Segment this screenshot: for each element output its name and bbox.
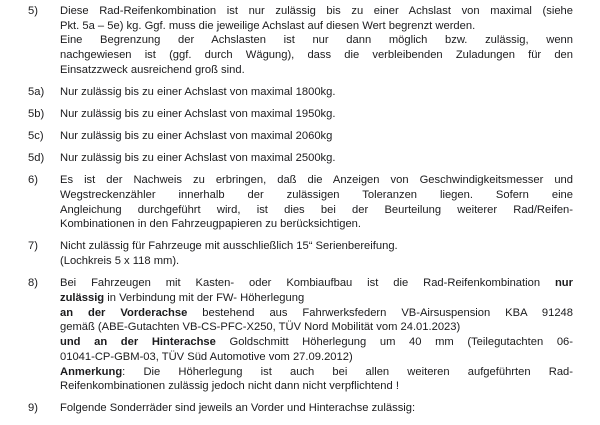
text-line [60,217,573,232]
text-run: Nur zulässig bis zu einer Achslast von maximal 1950kg. [60,108,336,120]
item-number: 5a) [28,85,45,98]
text-run: Anmerkung [60,365,123,378]
text-line [60,63,573,78]
text-line [60,401,573,416]
item-content [60,4,573,78]
text-run: in Verbindung mit der FW- Höherlegung [104,291,305,304]
list-item [28,129,573,144]
item-content [60,173,573,232]
text-run: Folgende Sonderräder sind jeweils an Vorder und Hinterachse zulässig: [60,402,416,415]
item-content [60,151,573,166]
text-run: : Die Höherlegung ist auch bei allen weiteren aufgeführten Rad- [122,365,573,378]
text-line [60,254,573,269]
text-line [60,203,573,218]
text-run: Einsatzzweck ausreichend groß sind. [60,63,245,76]
text-line [60,48,573,63]
list-item [28,276,573,394]
text-run: nur [554,277,573,290]
text-run: gemäß (ABE-Gutachten VB-CS-PFC-X250, TÜV Nord Mobilität vom 24.01.2023) [60,321,461,334]
text-run: Wegstreckenzähler innerhalb der zulässigen Toleranzen liegen. Sofern eine [60,188,573,201]
item-number: 6) [28,174,38,187]
item-content [60,107,573,122]
text-line [60,379,573,394]
text-line [60,335,573,350]
item-number: 9) [28,402,38,415]
text-line [60,129,573,144]
text-run: Reifenkombinationen zulässig jedoch nicht dann nicht verpflichtend ! [60,380,399,393]
item-content [60,401,573,416]
text-line [60,239,573,254]
item-content [60,239,573,268]
item-number: 5b) [28,108,45,120]
text-line [60,173,573,188]
item-content [60,129,573,144]
list-item [28,173,573,232]
text-line [60,85,573,100]
item-content [60,85,573,100]
text-line [60,276,573,291]
document-body [28,4,573,416]
text-run: Nur zulässig bis zu einer Achslast von maximal 2060kg [60,130,333,143]
text-run: Kombinationen in den Fahrzeugpapieren zu berücksichtigen. [60,218,362,231]
text-run: zulässig [60,291,105,304]
text-run: 01041-CP-GBM-03, TÜV Süd Automotive vom 27.09.2012) [60,350,353,363]
text-run: Bei Fahrzeugen mit Kasten- oder Kombiaufbau ist die Rad-Reifenkombination [60,277,555,290]
list-item [28,239,573,268]
item-number: 5d) [28,152,45,165]
text-line [60,4,573,19]
text-run: Pkt. 5a – 5e) kg. Ggf. muss die jeweilige Achslast auf diesen Wert begrenzt werden. [60,19,476,32]
text-line [60,306,573,321]
text-run: Diese Rad-Reifenkombination ist nur zulässig bis zu einer Achslast von maximal (siehe [60,5,573,17]
text-run: an der Vorderachse [60,306,188,319]
text-run: nachgewiesen ist (ggf. durch Wägung), dass die verbleibenden Zuladungen für den [60,49,573,62]
text-line [60,350,573,365]
text-run: Eine Begrenzung der Achslasten ist nur dann möglich bzw. zulässig, wenn [60,34,573,47]
text-line [60,33,573,48]
text-line [60,151,573,166]
text-run: Nur zulässig bis zu einer Achslast von maximal 1800kg. [60,85,336,98]
text-run: Nur zulässig bis zu einer Achslast von maximal 2500kg. [60,152,336,165]
text-line [60,188,573,203]
text-line [60,291,573,306]
item-number: 5) [28,5,38,17]
text-run: und an der Hinterachse [60,336,216,349]
text-line [60,320,573,335]
text-run: Nicht zulässig für Fahrzeuge mit ausschließlich 15“ Serienbereifung. [60,240,398,253]
list-item [28,85,573,100]
list-item [28,4,573,78]
item-number: 7) [28,240,38,253]
list-item [28,107,573,122]
item-content [60,276,573,394]
text-run: bestehend aus Fahrwerksfedern VB-Airsuspension KBA 91248 [187,306,573,319]
list-item [28,151,573,166]
text-line [60,107,573,122]
list-item [28,401,573,416]
text-line [60,365,573,380]
item-number: 8) [28,277,38,290]
text-run: (Lochkreis 5 x 118 mm). [60,255,180,268]
text-run: Angleichung durchgeführt wird, ist dies bei der Beurteilung weiterer Rad/Reifen- [60,203,573,216]
text-run: Goldschmitt Höherlegung um 40 mm (Teilegutachten 06- [215,336,573,349]
text-line [60,19,573,34]
item-number: 5c) [28,130,44,143]
text-run: Es ist der Nachweis zu erbringen, daß die Anzeigen von Geschwindigkeitsmesser und [60,174,573,187]
